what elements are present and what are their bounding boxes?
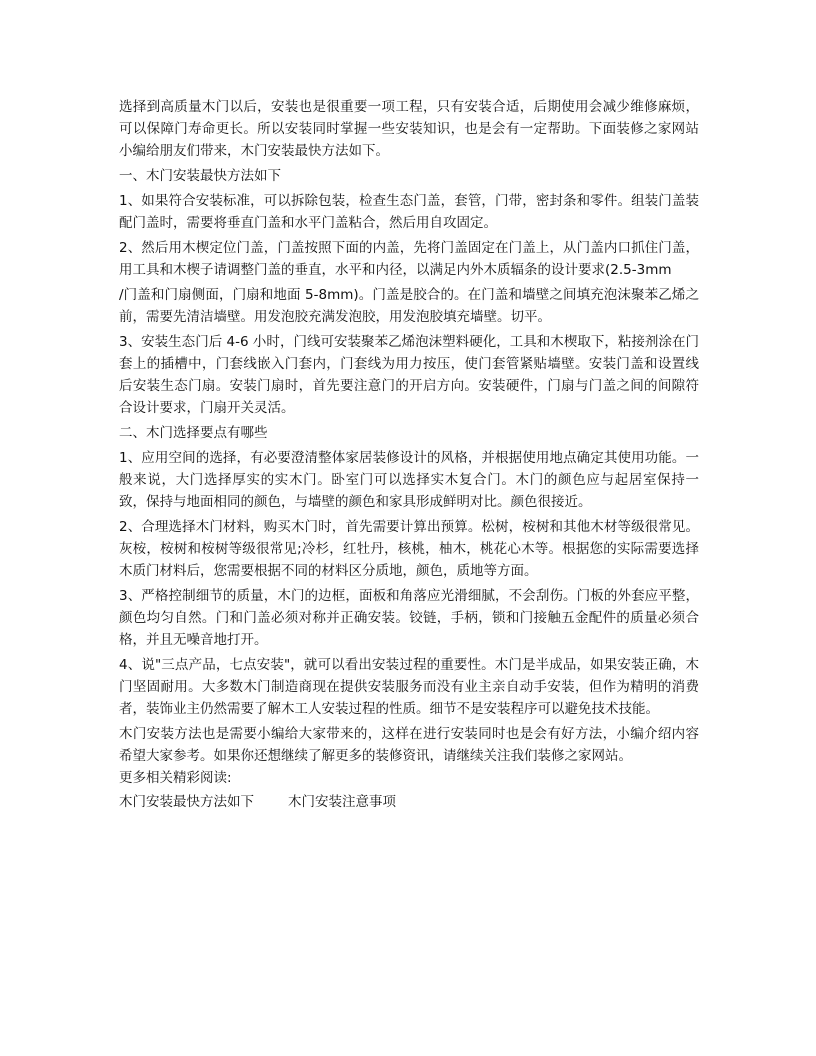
selection-point-1: 1、应用空间的选择，有必要澄清整体家居装修设计的风格，并根据使用地点确定其使用功能。一般来说，大门选择厚实的实木门。卧室门可以选择实木复合门。木门的颜色应与起居室保持一致，保持与地面相同的颜色，与墙壁的颜色和家具形成鲜明对比。颜色很接近。 [119, 450, 699, 510]
selection-point-2: 2、合理选择木门材料，购买木门时，首先需要计算出预算。松树，桉树和其他木材等级很常见。灰桉，桉树和桉树等级很常见;冷杉，红牡丹，核桃，柚木，桃花心木等。根据您的实际需要选择木质门材料后，您需要根据不同的材料区分质地，颜色，质地等方面。 [119, 519, 699, 579]
selection-point-4: 4、说"三点产品，七点安装"，就可以看出安装过程的重要性。木门是半成品，如果安装正确，木门坚固耐用。大多数木门制造商现在提供安装服务而没有业主亲自动手安装，但作为精明的消费者，装饰业主仍然需要了解木工人安装过程的性质。细节不是安装程序可以避免技术技能。 [119, 657, 699, 717]
intro-paragraph: 选择到高质量木门以后，安装也是很重要一项工程，只有安装合适，后期使用会减少维修麻烦，可以保障门寿命更长。所以安装同时掌握一些安装知识，也是会有一定帮助。下面装修之家网站小编给朋友们带来，木门安装最快方法如下。 [119, 99, 699, 159]
install-step-3: 3、安装生态门后 4-6 小时，门线可安装聚苯乙烯泡沫塑料硬化，工具和木楔取下，粘接剂涂在门套上的插槽中，门套线嵌入门套内，门套线为用力按压，使门套管紧贴墙壁。安装门盖和设置线后安装生态门扇。安装门扇时，首先要注意门的开启方向。安装硬件，门扇与门盖之间的间隙符合设计要求，门扇开关灵活。 [119, 334, 699, 416]
section-heading-selection: 二、木门选择要点有哪些 [119, 425, 268, 441]
article-body [119, 96, 699, 813]
install-step-1: 1、如果符合安装标准，可以拆除包装，检查生态门盖，套管，门带，密封条和零件。组装门盖装配门盖时，需要将垂直门盖和水平门盖粘合，然后用自攻固定。 [119, 193, 699, 231]
related-link-install-method[interactable]: 木门安装最快方法如下 [119, 794, 254, 810]
closing-paragraph: 木门安装方法也是需要小编给大家带来的，这样在进行安装同时也是会有好方法，小编介绍内容希望大家参考。如果你还想继续了解更多的装修资讯，请继续关注我们装修之家网站。 [119, 726, 699, 764]
install-step-2: 2、然后用木楔定位门盖，门盖按照下面的内盖，先将门盖固定在门盖上，从门盖内口抓住门盖，用工具和木楔子请调整门盖的垂直，水平和内径，以满足内外木质辐条的设计要求(2.5-3mm [119, 240, 699, 278]
selection-point-3: 3、严格控制细节的质量，木门的边框，面板和角落应光滑细腻，不会刮伤。门板的外套应平整，颜色均匀自然。门和门盖必须对称并正确安装。铰链，手柄，锁和门接触五金配件的质量必须合格，并且无噪音地打开。 [119, 588, 699, 648]
install-step-2-cont: /门盖和门扇侧面，门扇和地面 5-8mm)。门盖是胶合的。在门盖和墙壁之间填充泡沫聚苯乙烯之前，需要先清洁墙壁。用发泡胶充满发泡胶，用发泡胶填充墙壁。切平。 [119, 287, 699, 325]
related-links [119, 791, 699, 813]
section-heading-install: 一、木门安装最快方法如下 [119, 168, 281, 184]
related-link-install-notes[interactable]: 木门安装注意事项 [288, 794, 396, 810]
related-reading-heading: 更多相关精彩阅读: [119, 770, 232, 786]
